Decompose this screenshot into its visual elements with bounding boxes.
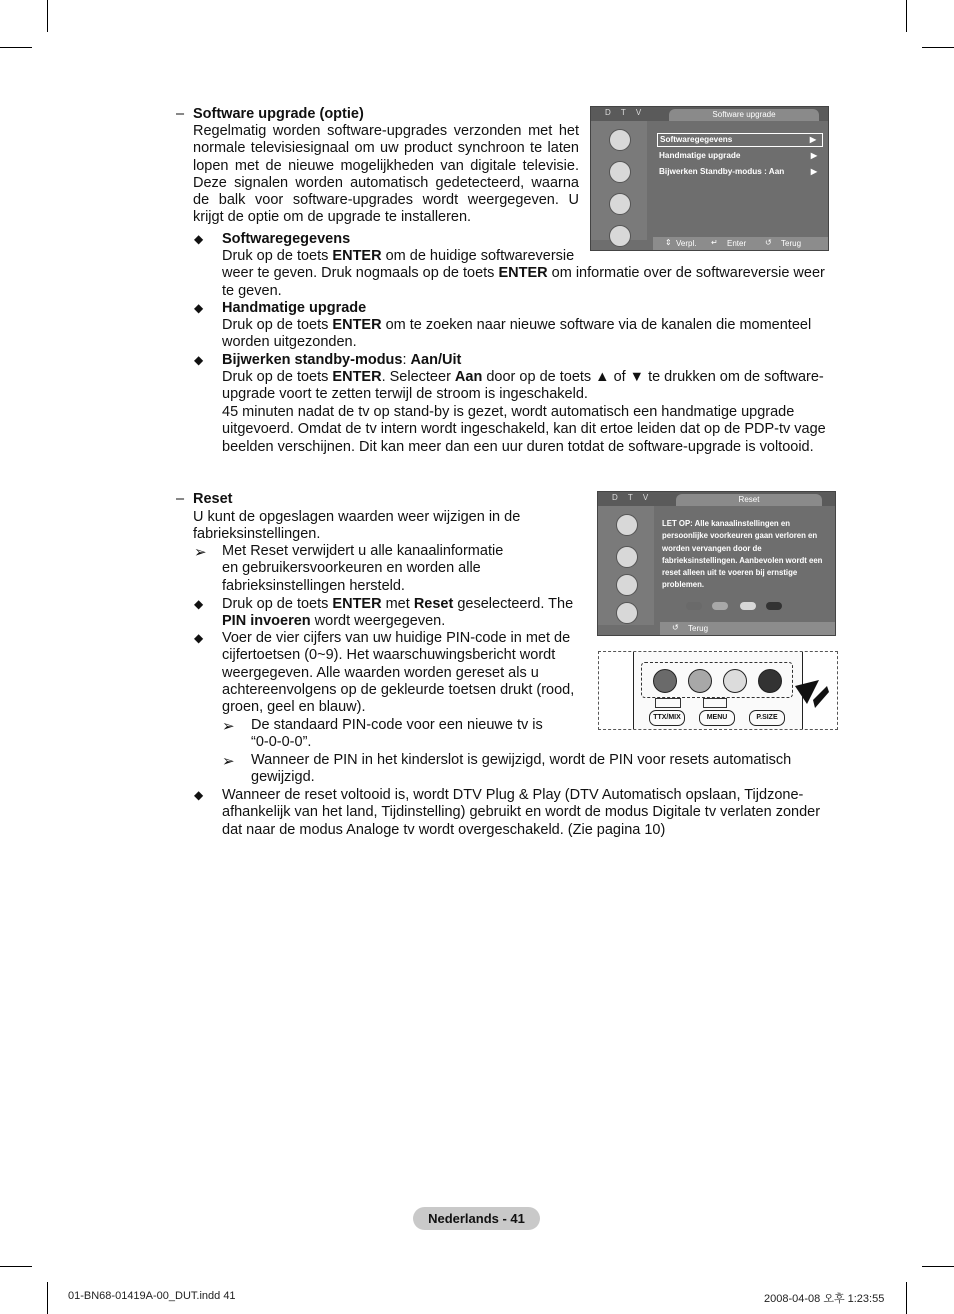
dtv-label: D T V [612, 493, 653, 502]
ttx-mix-button[interactable]: TTX/MIX [649, 710, 685, 726]
gear-icon [616, 574, 638, 596]
hand-icon [609, 225, 631, 247]
gear-icon [609, 193, 631, 215]
reset-note3: Wanneer de PIN in het kinderslot is gewijzigd, wordt de PIN voor resets automatisch gewijzigd. [251, 752, 792, 786]
move-icon: ⇕ [665, 238, 672, 247]
menu-item-softwaregegevens[interactable]: Softwaregegevens ▶ [657, 133, 823, 147]
bullet-icon: ◆ [194, 353, 204, 367]
bullet-title-softwaregegevens: Softwaregegevens [222, 231, 351, 247]
bullet-icon: ◆ [194, 232, 204, 246]
satellite-dish-icon [609, 161, 631, 183]
bullet-icon: ◆ [194, 597, 204, 611]
softwaregegevens-line3: te geven. [222, 283, 282, 299]
crop-mark [0, 47, 32, 48]
softwaregegevens-line2: weer te geven. Druk nogmaals op de toets ENTER om informatie over de softwareversie weer [222, 265, 825, 281]
return-icon: ↺ [765, 238, 772, 247]
dtv-label: D T V [605, 108, 646, 117]
menu-sidebar [598, 506, 654, 625]
menu-tab-title: Software upgrade [669, 109, 819, 121]
reset-note1: Met Reset verwijdert u alle kanaalinformatie en gebruikersvoorkeuren en worden alle fabrieksinstellingen hersteld. [222, 543, 504, 594]
section-dash: – [176, 491, 185, 507]
menu-sidebar [591, 121, 647, 240]
reset-intro: U kunt de opgeslagen waarden weer wijzigen in de fabrieksinstellingen. [193, 509, 521, 543]
bullet-icon: ◆ [194, 301, 204, 315]
bullet-title-standby: Bijwerken standby-modus: Aan/Uit [222, 352, 462, 368]
bullet-icon: ◆ [194, 631, 204, 645]
teletext-icon [655, 698, 681, 708]
tv-menu-reset [597, 491, 836, 636]
print-file-name: 01-BN68-01419A-00_DUT.indd 41 [68, 1290, 236, 1302]
menu-tab-title: Reset [676, 494, 822, 506]
color-dot-yellow [740, 602, 756, 610]
section-title-reset: Reset [193, 491, 233, 507]
return-icon: ↺ [672, 623, 679, 632]
crop-mark [47, 1282, 48, 1314]
crop-mark [0, 1266, 32, 1267]
page-number-badge: Nederlands - 41 [413, 1207, 540, 1230]
color-dot-blue [766, 602, 782, 610]
menu-button[interactable]: MENU [699, 710, 735, 726]
menu-item-bijwerken-standby[interactable]: Bijwerken Standby-modus : Aan ▶ [659, 167, 817, 176]
standby-note: 45 minuten nadat de tv op stand-by is gezet, wordt automatisch een handmatige upgrade uitgevoerd. Omdat de tv intern wordt ingeschakeld, kan dit ertoe leiden dat op de PDP-tv vage beelden verschijnen. Dit kan meer dan een uur duren totdat de software-upgrade is voltooid. [222, 404, 826, 455]
red-button[interactable] [653, 669, 677, 693]
foot-move-label: Verpl. [676, 239, 697, 248]
software-intro: Regelmatig worden software-upgrades verzonden met het normale televisiesignaal om uw product synchroon te laten lopen met de nieuwe mogelijkheden van digitale televisie. Deze signalen worden automatisch gedetecteerd, waarna de balk voor software-upgrades wordt weergegeven. U krijgt de optie om de upgrade te installeren. [193, 123, 579, 226]
arrow-right-icon: ▶ [810, 151, 817, 160]
crop-mark [47, 0, 48, 32]
hand-icon [616, 602, 638, 624]
foot-back-label: Terug [688, 624, 709, 633]
psize-button[interactable]: P.SIZE [749, 710, 785, 726]
satellite-dish-icon [616, 546, 638, 568]
book-icon [703, 698, 727, 708]
bullet-icon: ◆ [194, 788, 204, 802]
crop-mark [922, 47, 954, 48]
tv-menu-software-upgrade [590, 106, 829, 251]
bullet-title-handmatige: Handmatige upgrade [222, 300, 367, 316]
foot-enter-label: Enter [727, 239, 747, 248]
handmatige-text: Druk op de toets ENTER om te zoeken naar nieuwe software via de kanalen die momenteel worden uitgezonden. [222, 317, 812, 351]
remote-control-illustration [598, 651, 838, 730]
arrow-right-icon: ▶ [809, 135, 816, 144]
blue-button[interactable] [758, 669, 782, 693]
enter-icon: ↵ [711, 238, 718, 247]
standby-text: Druk op de toets ENTER. Selecteer Aan door op de toets ▲ of ▼ te drukken om de software-upgrade voort te zetten terwijl de stroom is ingeschakeld. [222, 369, 824, 403]
green-button[interactable] [688, 669, 712, 693]
reset-note2: De standaard PIN-code voor een nieuwe tv is “0-0-0-0”. [251, 717, 543, 751]
pointer-arrow-icon [793, 678, 831, 714]
reset-warning-text: LET OP: Alle kanaalinstellingen en persoonlijke voorkeuren gaan verloren en worden vervangen door de fabrieksinstellingen. Aanbevolen wordt een reset alleen uit te voeren bij ernstige problemen. [662, 519, 823, 590]
color-dot-red [686, 602, 702, 610]
crop-mark [906, 0, 907, 32]
reset-bullet1: Druk op de toets ENTER met Reset geselecteerd. The PIN invoeren wordt weergegeven. [222, 596, 574, 630]
yellow-button[interactable] [723, 669, 747, 693]
color-dot-green [712, 602, 728, 610]
menu-item-handmatige-upgrade[interactable]: Handmatige upgrade ▶ [659, 151, 817, 160]
crop-mark [906, 1282, 907, 1314]
arrow-right-icon: ▶ [810, 167, 817, 176]
print-date: 2008-04-08 오후 1:23:55 [764, 1293, 885, 1305]
antenna-icon [609, 129, 631, 151]
menu-footer [653, 237, 828, 250]
crop-mark [922, 1266, 954, 1267]
note-arrow-icon: ➢ [222, 753, 235, 770]
section-title-software: Software upgrade (optie) [193, 106, 364, 122]
section-dash: – [176, 106, 185, 122]
antenna-icon [616, 514, 638, 536]
note-arrow-icon: ➢ [222, 718, 235, 735]
menu-footer [660, 622, 835, 635]
softwaregegevens-line1: Druk op de toets ENTER om de huidige softwareversie [222, 248, 575, 264]
reset-bullet3: Wanneer de reset voltooid is, wordt DTV Plug & Play (DTV Automatisch opslaan, Tijdzone-afhankelijk van het land, Tijdinstelling) gebruikt en wordt de modus Digitale tv verlaten zonder dat naar de modus Analoge tv wordt overgeschakeld. (Zie pagina 10) [222, 787, 821, 838]
foot-back-label: Terug [781, 239, 802, 248]
reset-bullet2: Voer de vier cijfers van uw huidige PIN-code in met de cijfertoetsen (0~9). Het waarschuwingsbericht wordt weergegeven. Alle waarden worden gereset als u achtereenvolgens op de gekleurde toetsen drukt (rood, groen, geel en blauw). [222, 630, 575, 716]
note-arrow-icon: ➢ [194, 544, 207, 561]
